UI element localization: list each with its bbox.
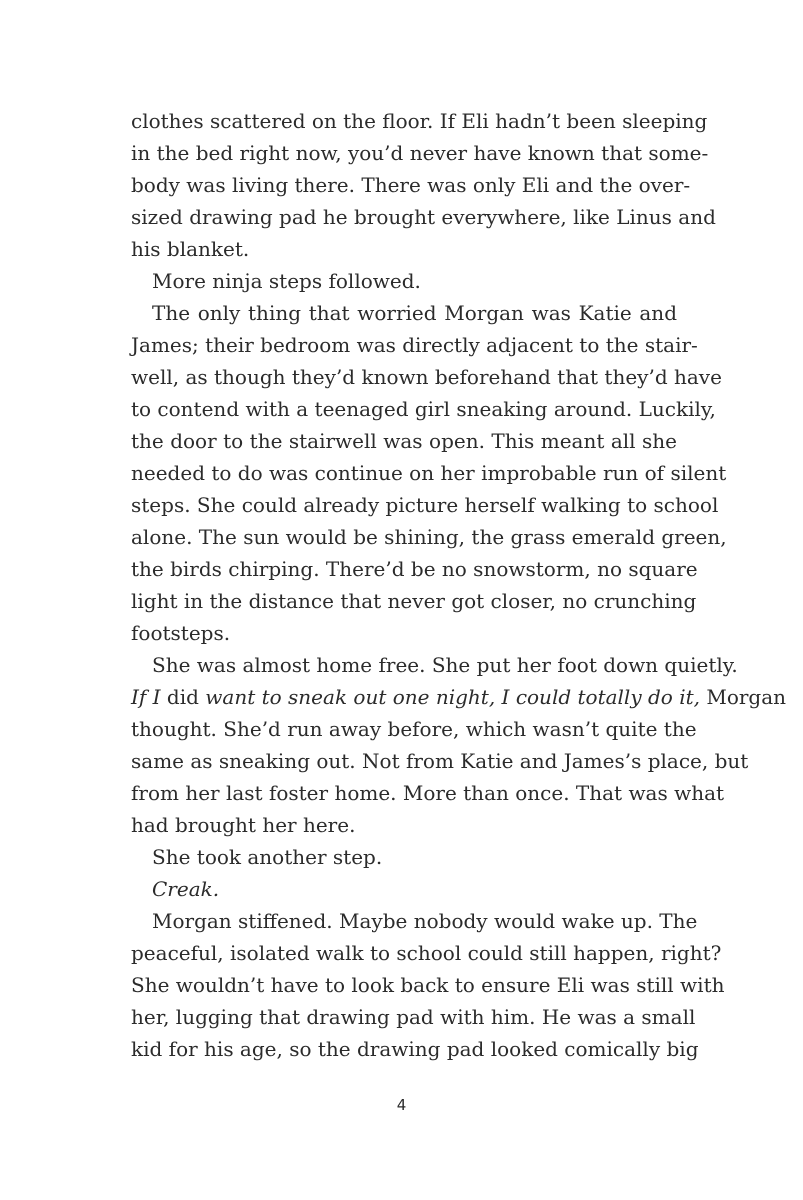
text-line: to contend with a teenaged girl sneaking around. Luckily, <box>131 397 716 421</box>
page-number: 4 <box>396 1096 407 1114</box>
text-line: She wouldn’t have to look back to ensure Eli was still with <box>131 973 725 997</box>
text-line: sized drawing pad he brought everywhere, like Linus and <box>131 205 716 229</box>
text-line-mixed <box>131 681 787 713</box>
text-line: well, as though they’d known beforehand that they’d have <box>131 365 722 389</box>
text-line: peaceful, isolated walk to school could still happen, right? <box>131 941 722 965</box>
text-line: light in the distance that never got closer, no crunching <box>131 589 697 613</box>
text-line: body was living there. There was only Eli and the over- <box>131 173 691 197</box>
text-line: her, lugging that drawing pad with him. He was a small <box>131 1005 696 1029</box>
text-line: James; their bedroom was directly adjacent to the stair- <box>131 333 698 357</box>
text-line: the door to the stairwell was open. This meant all she <box>131 429 677 453</box>
text-line: The only thing that worried Morgan was Katie and <box>152 301 677 325</box>
text-line: from her last foster home. More than once. That was what <box>131 781 725 805</box>
text-line: clothes scattered on the floor. If Eli hadn’t been sleeping <box>131 109 708 133</box>
text-line: the birds chirping. There’d be no snowstorm, no square <box>131 557 698 581</box>
text-line: alone. The sun would be shining, the grass emerald green, <box>131 525 727 549</box>
italic-text: want to sneak out one night, I could totally do it, <box>205 685 700 709</box>
italic-text: If I <box>131 685 161 709</box>
text-line: his blanket. <box>131 237 250 261</box>
plain-text: Morgan <box>699 685 787 709</box>
text-line: kid for his age, so the drawing pad looked comically big <box>131 1037 699 1061</box>
text-line: footsteps. <box>131 621 231 645</box>
text-line-italic: Creak. <box>152 877 220 901</box>
text-line: She was almost home free. She put her foot down quietly. <box>152 653 738 677</box>
text-line: same as sneaking out. Not from Katie and James’s place, but <box>131 749 749 773</box>
text-line: had brought her here. <box>131 813 356 837</box>
text-line: thought. She’d run away before, which wasn’t quite the <box>131 717 697 741</box>
plain-text: did <box>160 685 206 709</box>
text-line: More ninja steps followed. <box>152 269 421 293</box>
body-text <box>131 105 787 1065</box>
text-line: Morgan stiffened. Maybe nobody would wake up. The <box>152 909 698 933</box>
text-line: in the bed right now, you’d never have known that some- <box>131 141 709 165</box>
text-line: steps. She could already picture herself walking to school <box>131 493 719 517</box>
text-line: needed to do was continue on her improbable run of silent <box>131 461 727 485</box>
text-line: She took another step. <box>152 845 383 869</box>
